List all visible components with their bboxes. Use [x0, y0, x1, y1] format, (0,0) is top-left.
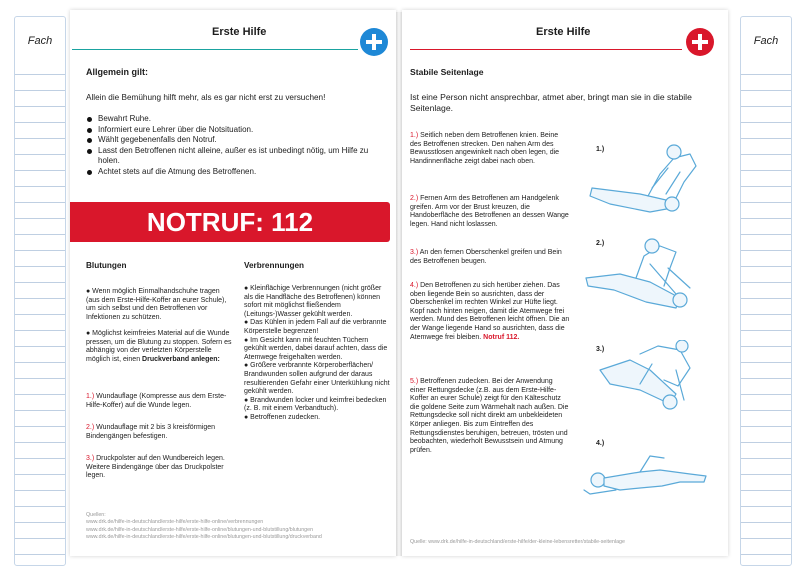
rule-item: Informiert eure Lehrer über die Notsituation.	[86, 125, 376, 136]
bleeding-step	[86, 393, 232, 410]
book-spine	[396, 12, 402, 556]
burns-item: ● Kleinflächige Verbrennungen (nicht größer als die Handfläche des Betroffenen) können sofort mit möglichst fließendem (Leitungs-)Wasser gekühlt werden.	[244, 285, 382, 318]
burns-item: ● Brandwunden locker und keimfrei bedecken (z. B. mit einem Verbandtuch).	[244, 396, 387, 413]
step-text: Den Betroffenen zu sich herüber ziehen. Das oben liegende Bein so ausrichten, dass der Oberschenkel im rechten Winkel zur Hüfte liegt. Kopf nach hinten neigen, damit die Atemwege frei werden. Mund des Betroffenen leicht öffnen. Die an der Wange liegende Hand so ausrichten, dass die Atemwege frei bleiben.	[410, 282, 570, 341]
left-tab	[14, 16, 66, 566]
burns-list	[244, 285, 390, 423]
recovery-step-3-illustration	[580, 340, 710, 430]
recovery-step	[410, 249, 570, 266]
step-text: Seitlich neben dem Betroffenen knien. Beine des Betroffenen strecken. Den nahen Arm des Bewusstlosen angewinkelt nach oben legen, die Handinnenfläche zeigt dabei nach oben.	[410, 132, 560, 165]
general-intro: Allein die Bemühung hilft mehr, als es gar nicht erst zu versuchen!	[86, 93, 326, 102]
rule-item: Achtet stets auf die Atmung des Betroffenen.	[86, 167, 376, 178]
right-source: Quelle: www.drk.de/hilfe-in-deutschland/erste-hilfe/der-kleine-lebensretter/stabile-seitenlage	[410, 539, 625, 545]
step-text: Druckpolster auf den Wundbereich legen. Weitere Bindengänge über das Druckpolster legen.	[86, 455, 225, 480]
blue-cross-icon	[360, 28, 388, 56]
burns-heading: Verbrennungen	[244, 261, 305, 270]
bleeding-heading: Blutungen	[86, 261, 127, 270]
right-tab	[740, 16, 792, 566]
right-header-rule	[410, 49, 682, 50]
illustration-label-1: 1.)	[596, 146, 605, 153]
recovery-step-4-illustration	[580, 448, 710, 538]
step-number: 2.)	[410, 195, 419, 202]
step-number: 1.)	[410, 132, 419, 139]
step-number: 2.)	[86, 424, 95, 431]
step-text: An den fernen Oberschenkel greifen und Bein des Betroffenen beugen.	[410, 249, 562, 265]
bleeding-intro-2-text: ● Möglichst keimfreies Material auf die Wunde pressen, um die Blutung zu stoppen. Sofern es abhängig von der verletzten Körperstelle möglich ist, einen	[86, 330, 232, 363]
bleeding-intro-2	[86, 330, 232, 364]
step-text: Fernen Arm des Betroffenen am Handgelenk greifen. Arm vor der Brust kreuzen, die Handoberfläche des Betroffenen an dessen Wange legen. Hand nicht loslassen.	[410, 195, 569, 228]
right-tab-label: Fach	[753, 35, 779, 47]
right-page-title: Erste Hilfe	[536, 26, 591, 38]
recovery-step	[410, 378, 570, 455]
step-number: 4.)	[410, 282, 419, 289]
step-number: 1.)	[86, 393, 95, 400]
step-text: Betroffenen zudecken. Bei der Anwendung einer Rettungsdecke (z.B. aus dem Erste-Hilfe-Koffer an eurer Schule) zeigt für den Kälteschutz die goldene Seite zum Wärmehalt nach außen. Die Rettungsdecke soll nicht direkt am unbekleideten Körper anliegen. Bis zum Eintreffen des Rettungsdienstes beruhigen, betreuen, trösten und beobachten, wiederholt Bewusstsein und Atmung prüfen.	[410, 378, 569, 454]
recovery-position-intro: Ist eine Person nicht ansprechbar, atmet aber, bringt man sie in die stabile Seitenlage.	[410, 92, 692, 113]
source-line: www.drk.de/hilfe-in-deutschland/erste-hilfe/erste-hilfe-online/blutungen-und-blutstillung/blutungen	[86, 526, 314, 533]
recovery-step	[410, 195, 570, 229]
recovery-step-2-illustration	[580, 238, 710, 328]
red-cross-icon	[686, 28, 714, 56]
burns-item: ● Das Kühlen in jedem Fall auf die verbrannte Körperstelle begrenzen!	[244, 319, 387, 335]
burns-item: ● Im Gesicht kann mit feuchten Tüchern gekühlt werden, dabei darauf achten, dass die Atemwege freigehalten werden.	[244, 336, 388, 361]
left-tab-lines	[15, 59, 65, 559]
bleeding-intro-2-bold: Druckverband anlegen:	[142, 355, 220, 363]
left-header-rule	[72, 49, 358, 50]
left-page-title: Erste Hilfe	[212, 26, 267, 38]
general-heading: Allgemein gilt:	[86, 67, 149, 77]
rule-item: Lasst den Betroffenen nicht alleine, außer es ist unbedingt nötig, um Hilfe zu holen.	[86, 146, 376, 167]
left-tab-label: Fach	[27, 35, 53, 47]
illustration-label-2: 2.)	[596, 240, 605, 247]
burns-item: ● Größere verbrannte Körperoberflächen/ Brandwunden sollen aufgrund der daraus resultierenden Gefahr einer Unterkühlung nicht gekühlt werden.	[244, 362, 390, 396]
illustration-label-3: 3.)	[596, 346, 605, 353]
step-text: Wundauflage (Kompresse aus dem Erste-Hilfe-Koffer) auf die Wunde legen.	[86, 393, 227, 409]
rule-item: Bewahrt Ruhe.	[86, 114, 376, 125]
bleeding-intro: ● Wenn möglich Einmalhandschuhe tragen (aus dem Erste-Hilfe-Koffer an eurer Schule), um sich selbst und den Betroffenen vor Infektionen zu schützen.	[86, 288, 227, 321]
step-number: 3.)	[86, 455, 95, 462]
left-sources	[86, 512, 322, 542]
right-tab-lines	[741, 59, 791, 559]
burns-item: ● Betroffenen zudecken.	[244, 413, 321, 421]
step-text: Wundauflage mit 2 bis 3 kreisförmigen Bindengängen befestigen.	[86, 424, 216, 440]
step-number: 5.)	[410, 378, 419, 385]
recovery-step	[410, 282, 570, 342]
emergency-call-highlight: Notruf 112.	[483, 333, 520, 341]
recovery-step-1-illustration	[580, 138, 710, 228]
emergency-number-banner: NOTRUF: 112	[70, 202, 390, 242]
source-line: www.drk.de/hilfe-in-deutschland/erste-hilfe/erste-hilfe-online/verbrennungen	[86, 519, 264, 526]
general-rules-list	[86, 114, 376, 177]
recovery-position-heading: Stabile Seitenlage	[410, 67, 484, 77]
recovery-step	[410, 132, 570, 166]
bleeding-step	[86, 455, 232, 481]
bleeding-step	[86, 424, 232, 441]
rule-item: Wählt gegebenenfalls den Notruf.	[86, 135, 376, 146]
step-number: 3.)	[410, 249, 419, 256]
source-line: www.drk.de/hilfe-in-deutschland/erste-hilfe/erste-hilfe-online/blutungen-und-blutstillung/druckverband	[86, 534, 322, 541]
source-line: Quellen:	[86, 512, 106, 518]
illustration-label-4: 4.)	[596, 440, 605, 447]
